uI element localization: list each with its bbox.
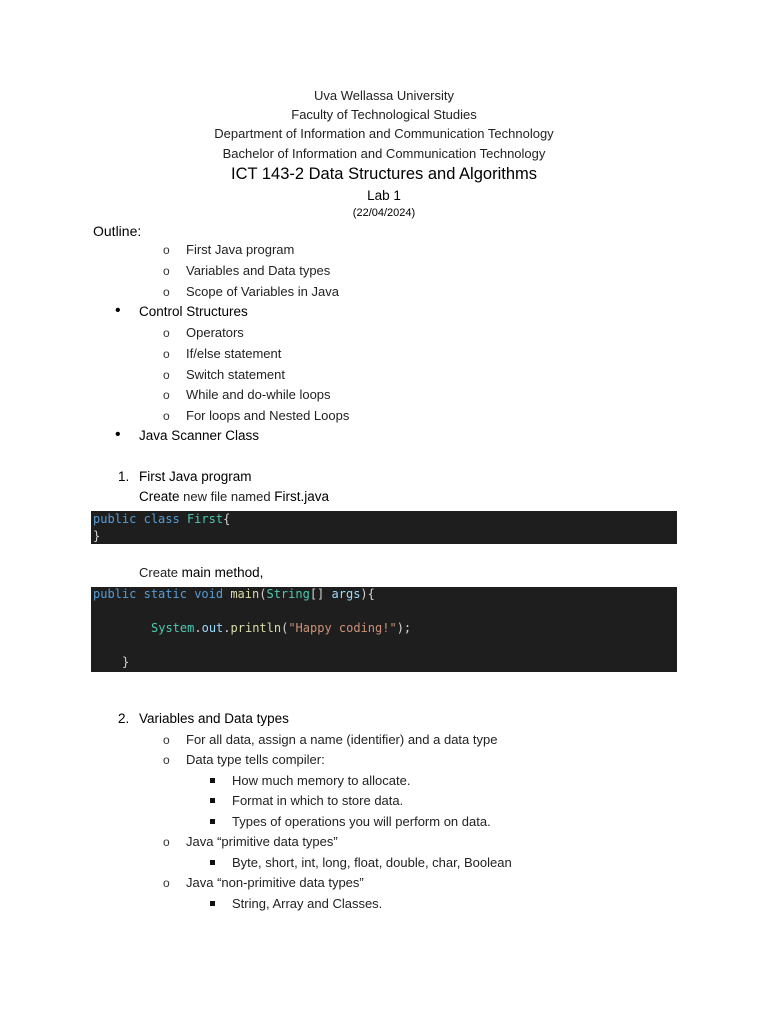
- list-item: String, Array and Classes.: [232, 896, 383, 911]
- instruction-text: new file named: [179, 489, 275, 504]
- code-brace: }: [122, 655, 130, 669]
- circle-bullet-icon: o: [163, 733, 170, 747]
- create-main-instruction: [139, 565, 263, 580]
- bullet-dot-icon: •: [115, 426, 121, 443]
- bullet-dot-icon: •: [115, 302, 121, 319]
- code-keyword: static: [143, 587, 187, 601]
- code-brace: {: [223, 512, 231, 526]
- list-item-scanner-class: Java Scanner Class: [139, 428, 260, 443]
- circle-bullet-icon: o: [163, 409, 170, 423]
- circle-bullet-icon: o: [163, 835, 170, 849]
- code-line: [151, 621, 411, 635]
- circle-bullet-icon: o: [163, 243, 170, 257]
- code-string: "Happy coding!": [288, 621, 397, 635]
- code-keyword: void: [194, 587, 224, 601]
- code-block-class: [91, 511, 677, 544]
- circle-bullet-icon: o: [163, 285, 170, 299]
- code-brace: }: [93, 529, 101, 543]
- list-item: For loops and Nested Loops: [186, 408, 350, 423]
- code-method-name: main: [230, 587, 260, 601]
- list-item: Scope of Variables in Java: [186, 284, 339, 299]
- list-item: Operators: [186, 325, 244, 340]
- code-paren: ){: [360, 587, 375, 601]
- code-paren: (: [281, 621, 289, 635]
- course-title: ICT 143-2 Data Structures and Algorithms: [230, 165, 537, 183]
- department-name: Department of Information and Communication Technology: [214, 126, 554, 141]
- code-paren: );: [396, 621, 412, 635]
- code-line: [122, 655, 129, 669]
- create-word: Create: [139, 565, 182, 580]
- circle-bullet-icon: o: [163, 326, 170, 340]
- create-word: Create: [139, 489, 180, 504]
- square-bullet-icon: [210, 860, 215, 865]
- square-bullet-icon: [210, 778, 215, 783]
- list-item: Java “primitive data types”: [186, 834, 338, 849]
- list-item: Java “non-primitive data types”: [186, 875, 364, 890]
- list-item: How much memory to allocate.: [232, 773, 411, 788]
- list-item: For all data, assign a name (identifier) and a data type: [186, 732, 498, 747]
- section-number: 1.: [118, 469, 130, 484]
- code-param: args: [331, 587, 361, 601]
- faculty-name: Faculty of Technological Studies: [291, 107, 477, 122]
- circle-bullet-icon: o: [163, 368, 170, 382]
- circle-bullet-icon: o: [163, 876, 170, 890]
- list-item: Data type tells compiler:: [186, 752, 325, 767]
- file-name: First.java: [274, 489, 329, 504]
- circle-bullet-icon: o: [163, 264, 170, 278]
- section-number: 2.: [118, 711, 130, 726]
- list-item: Types of operations you will perform on data.: [232, 814, 491, 829]
- list-item: If/else statement: [186, 346, 282, 361]
- code-keyword: public: [93, 587, 137, 601]
- list-item: While and do-while loops: [186, 387, 331, 402]
- section-heading: Variables and Data types: [139, 711, 289, 726]
- code-field: out: [201, 621, 224, 635]
- code-keyword: class: [143, 512, 180, 526]
- code-paren: (: [259, 587, 267, 601]
- list-item: Format in which to store data.: [232, 793, 404, 808]
- circle-bullet-icon: o: [163, 347, 170, 361]
- list-item: Switch statement: [186, 367, 285, 382]
- lab-number: Lab 1: [367, 188, 401, 203]
- code-brackets: []: [309, 587, 332, 601]
- code-block-main: [91, 587, 677, 672]
- main-method-label: main method,: [181, 565, 264, 580]
- list-item-control-structures: Control Structures: [139, 304, 248, 319]
- lab-date: (22/04/2024): [352, 207, 416, 219]
- code-method-name: println: [230, 621, 282, 635]
- code-dot: .: [223, 621, 231, 635]
- code-type: String: [266, 587, 310, 601]
- list-item: Byte, short, int, long, float, double, char, Boolean: [232, 855, 512, 870]
- code-line: [93, 512, 230, 526]
- circle-bullet-icon: o: [163, 753, 170, 767]
- square-bullet-icon: [210, 798, 215, 803]
- create-file-instruction: [139, 489, 329, 504]
- code-keyword: public: [93, 512, 137, 526]
- code-class-name: First: [186, 512, 224, 526]
- list-item: First Java program: [186, 242, 295, 257]
- square-bullet-icon: [210, 901, 215, 906]
- section-heading: First Java program: [139, 469, 252, 484]
- list-item: Variables and Data types: [186, 263, 331, 278]
- square-bullet-icon: [210, 819, 215, 824]
- degree-name: Bachelor of Information and Communication Technology: [222, 146, 546, 161]
- code-dot: .: [194, 621, 202, 635]
- code-line: [93, 587, 375, 601]
- outline-label: Outline:: [93, 223, 142, 239]
- code-line: [93, 529, 100, 543]
- code-class-name: System: [151, 621, 195, 635]
- university-name: Uva Wellassa University: [314, 88, 454, 103]
- circle-bullet-icon: o: [163, 388, 170, 402]
